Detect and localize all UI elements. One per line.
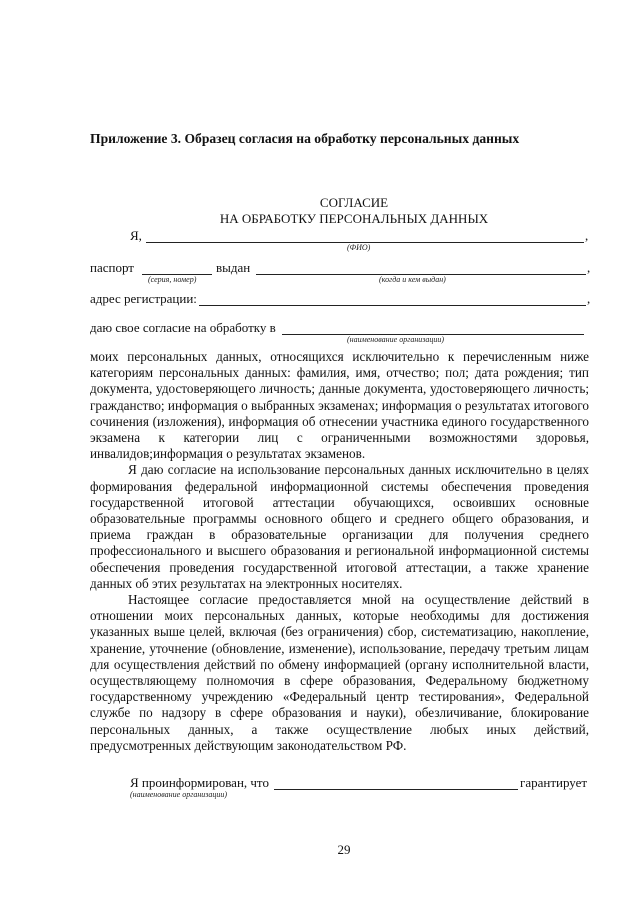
paragraph-categories: моих персональных данных, относящихся исключительно к перечисленным ниже категориям персональных данных: фамилия, имя, отчество; пол; дата рождения; тип документа, удостоверяющего личность; данные документа, удостоверяющего личность; гражданство; информация о выбранных экзаменах; информация о результатах итогового сочинения (изложения), информация об отнесении участника единого государственного экзамена к категории лиц с ограниченными возможностями здоровья, инвалидов;информация о результатах экзаменов. (90, 349, 589, 462)
consent-subtitle: НА ОБРАБОТКУ ПЕРСОНАЛЬНЫХ ДАННЫХ (219, 211, 489, 226)
address-comma: , (587, 291, 591, 306)
issued-caption: (когда и кем выдан) (379, 275, 446, 284)
org-caption: (наименование организации) (347, 335, 445, 344)
page-number: 29 (337, 842, 351, 857)
address-label: адрес регистрации: (90, 291, 197, 306)
informed-caption: (наименование организации) (130, 790, 228, 799)
consent-body (90, 349, 589, 754)
consent-label: даю свое согласие на обработку в (90, 320, 276, 335)
informed-org-field[interactable] (274, 789, 518, 790)
address-field[interactable] (199, 305, 586, 306)
appendix-heading: Приложение 3. Образец согласия на обработку персональных данных (90, 131, 520, 146)
informed-label: Я проинформирован, что (130, 775, 269, 790)
paragraph-actions: Настоящее согласие предоставляется мной на осуществление действий в отношении моих персональных данных, которые необходимы для достижения указанных выше целей, включая (без ограничения) сбор, систематизацию, накопление, хранение, уточнение (обновление, изменение), использование, передачу третьим лицам для осуществления действий по обмену информацией (органу исполнительной власти, осуществляющему полномочия в сфере образования, Федеральному бюджетному государственному учреждению «Федеральный центр тестирования», Федеральной службе по надзору в сфере образования и науки), обезличивание, блокирование персональных данных, а также осуществление любых иных действий, предусмотренных действующим законодательством РФ. (90, 592, 589, 753)
passport-label: паспорт (90, 260, 134, 275)
paragraph-purpose: Я даю согласие на использование персональных данных исключительно в целях формирования федеральной информационной системы обеспечения проведения государственной итоговой аттестации обучающихся, освоивших основные образовательные программы основного общего и среднего общего образования, и приема граждан в образовательные организации для получения среднего профессионального и высшего образования и региональной информационной системы обеспечения проведения государственной итоговой аттестации, а также хранение данных об этих результатах на электронных носителях. (90, 462, 589, 591)
guarantee-label: гарантирует (520, 775, 588, 790)
consent-title: СОГЛАСИЕ (319, 195, 389, 210)
fio-caption: (ФИО) (347, 243, 371, 252)
fio-comma: , (585, 228, 589, 243)
series-caption: (серия, номер) (148, 275, 197, 284)
issued-label: выдан (216, 260, 251, 275)
ya-label: Я, (130, 228, 142, 243)
passport-comma: , (587, 260, 591, 275)
